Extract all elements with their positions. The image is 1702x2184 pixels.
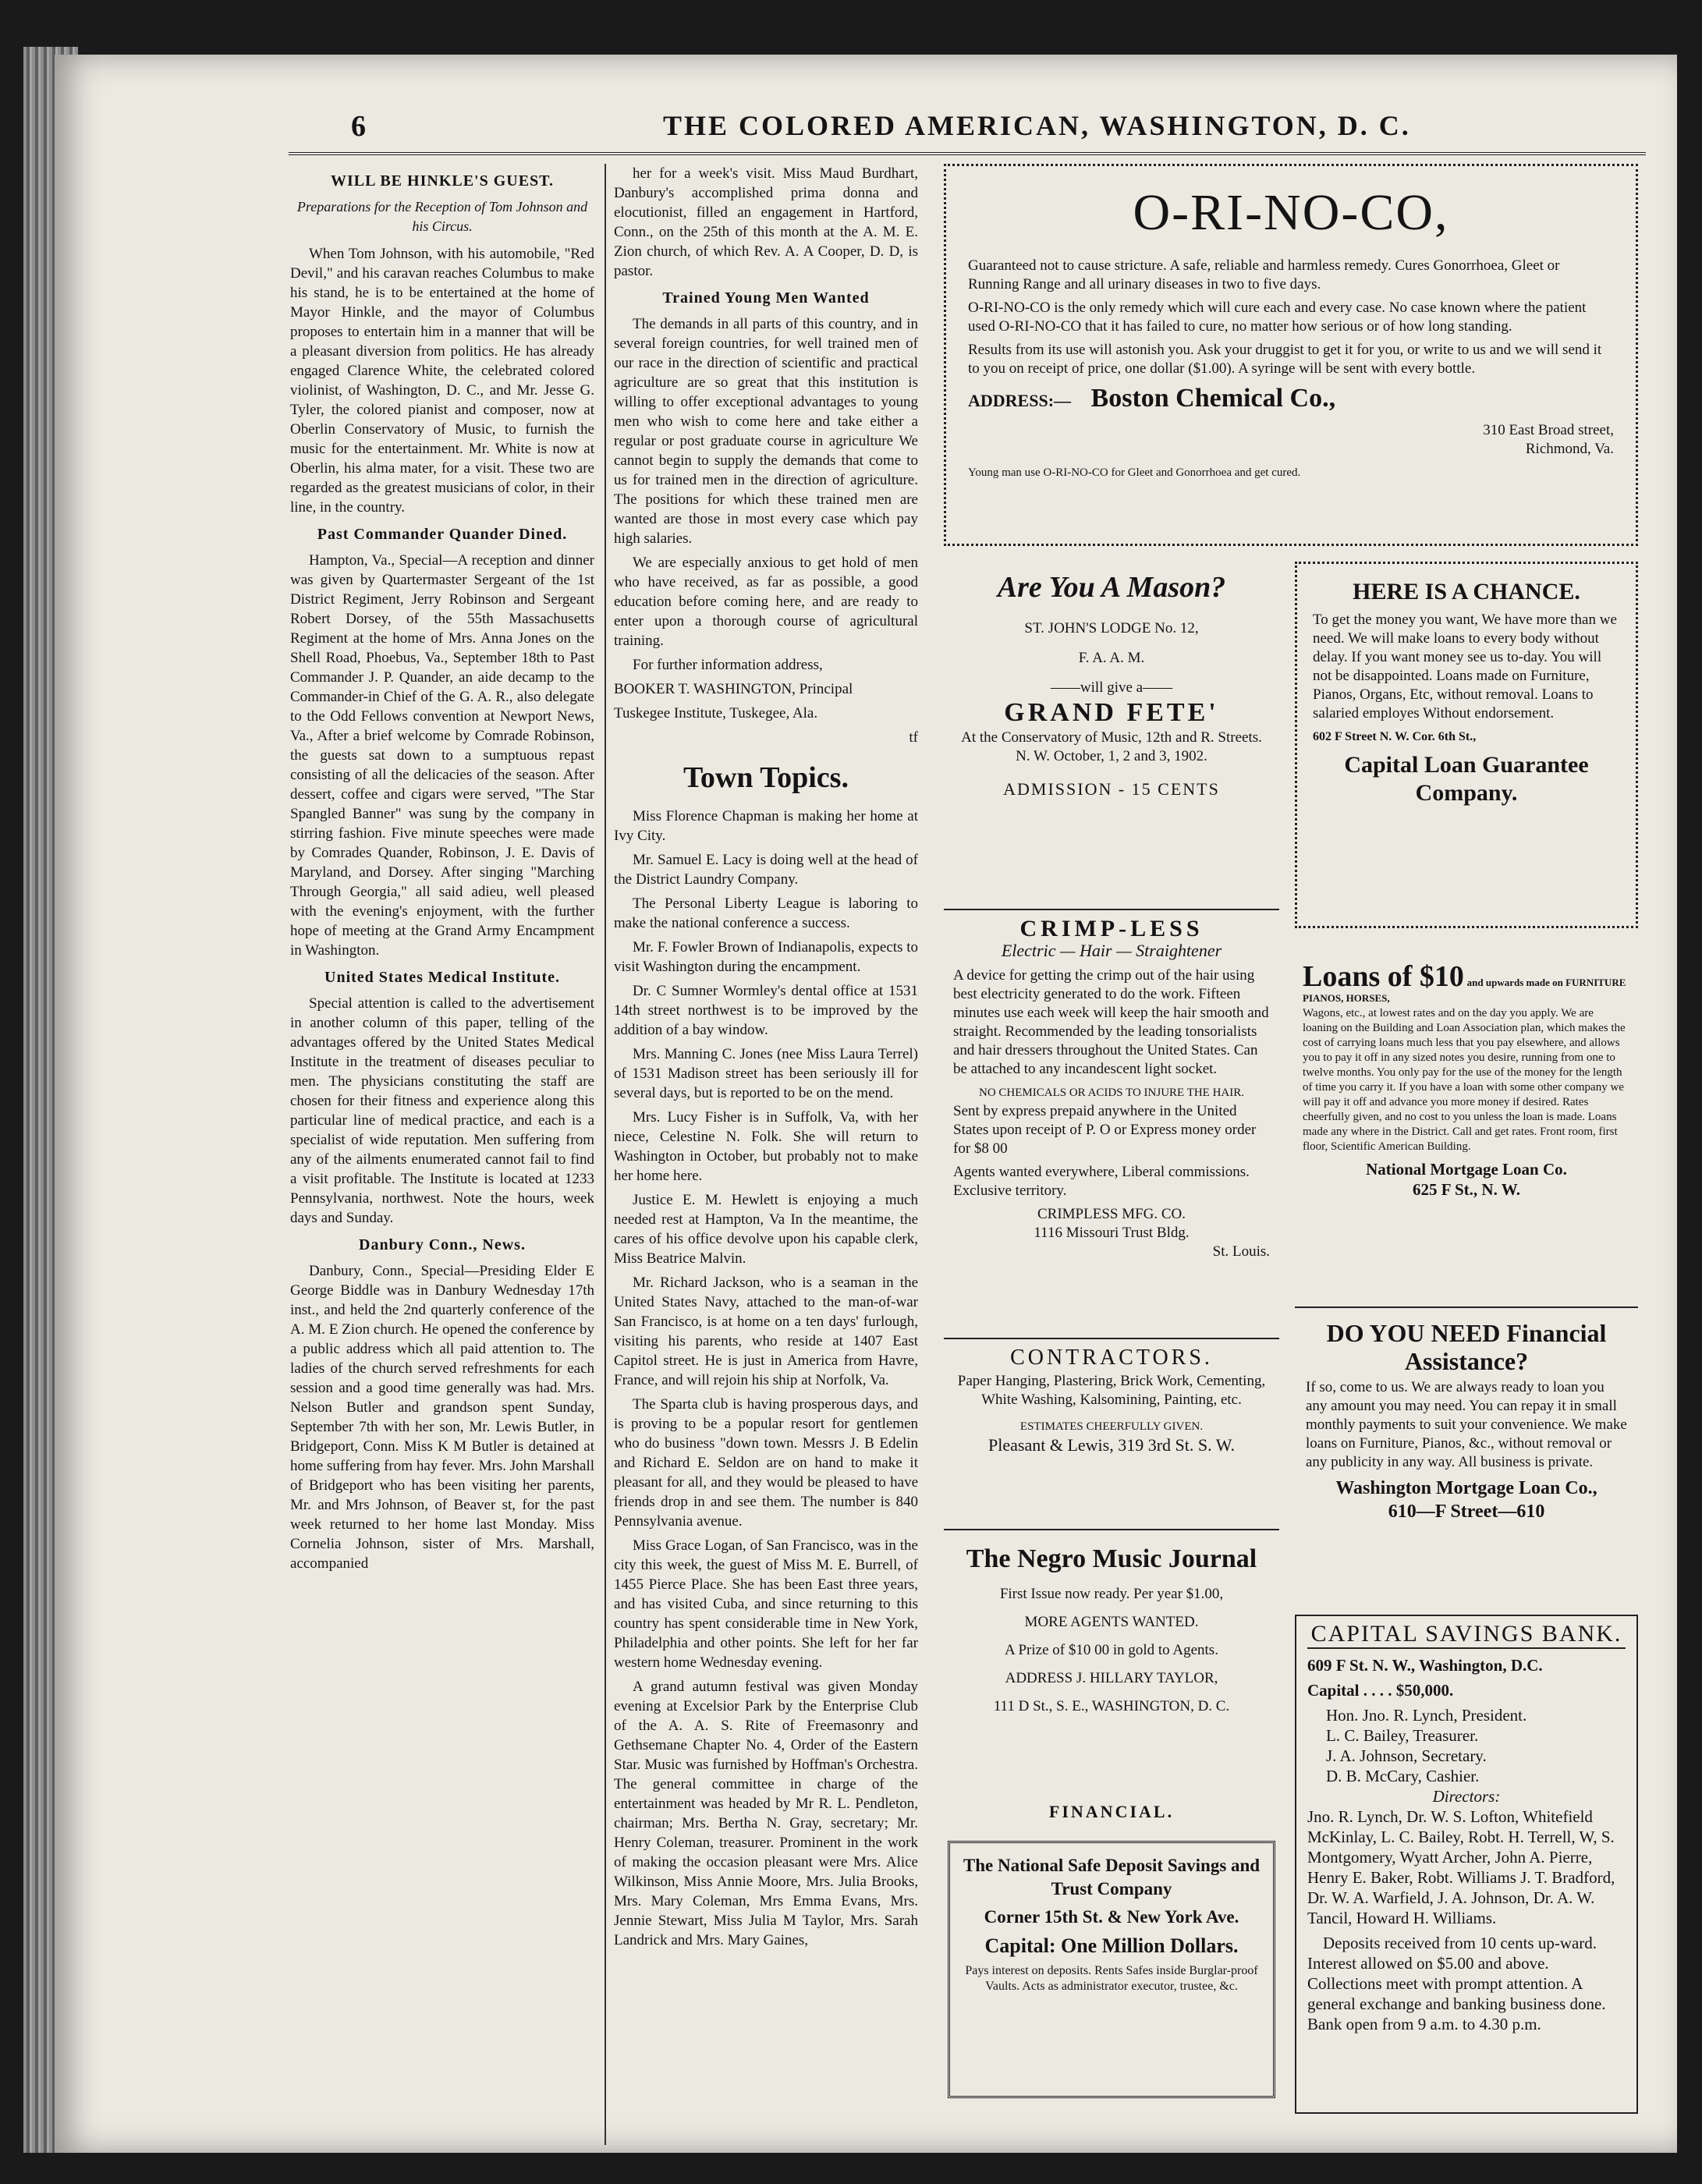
article-body: Danbury, Conn., Special—Presiding Elder E George Biddle was in Danbury Wednesday 17th inst., and held the 2nd quarterly conference of the A. M. E Zion church. He opened the conference by a public address which all paid attention to. The ladies of the church served refreshments for each session and a good time generally was had. Mrs. Nelson Butler and grandson spent Sunday, September 7th with her son, Mr. Lewis Butler, in Bridgeport, Conn. Miss K M Butler is detained at home suffering from hay fever. Mrs. John Marshall of Bridgeport who has been visiting her parents, Mr. and Mrs Johnson, of Beaver st, for the past week returned to her home last Monday. Miss Cornelia Johnson, sister of Mrs. Marshall, accompanied (290, 1263, 594, 1572)
article-title: United States Medical Institute. (324, 969, 560, 986)
ad-contractors (944, 1338, 1279, 1525)
ad-address: 1116 Missouri Trust Bldg. (1034, 1225, 1190, 1241)
ad-text: First Issue now ready. Per year $1.00, (999, 1586, 1224, 1602)
masthead-rule (289, 152, 1646, 155)
ad-company: Boston Chemical Co., (1090, 384, 1336, 413)
ad-company: Capital Loan Guarantee Company. (1344, 752, 1589, 806)
article-title: WILL BE HINKLE'S GUEST. (330, 172, 555, 190)
ad-capital-loan (1295, 562, 1638, 928)
ad-footnote: Young man use O-RI-NO-CO for Gleet and Gonorrhoea and get cured. (968, 466, 1301, 479)
news-item: A grand autumn festival was given Monday evening at Excelsior Park by the Enterprise Club of the A. A. S. Rite of Freemasonry and Gethsemane Chapter No. 4, Order of the Eastern Star. Music was furnished by Hoffman's Orchestra. The general committee in charge of the entertainment was headed by Mr R. L. Pendleton, chairman; Mrs. Bertha N. Gray, secretary; Mr. Henry Coleman, treasurer. Prominent in the work of making the occasion pleasant were Mrs. Alice Wilkinson, Miss Annie Moore, Mrs. Julia Brooks, Mrs. Mary Coleman, Mrs Emma Evans, Mrs. Jennie Stewart, Miss Julia M Taylor, Mrs. Sarah Landrick and Mrs. Mary Gaines, (614, 1679, 918, 1948)
news-item: Miss Grace Logan, of San Francisco, was in the city this week, the guest of Miss M. E. Burrell, of 1455 Pierce Place. She has been East three years, and has visited Cuba, and since returning to this country has spent considerable time in New York, Philadelphia and other points. She left for her far western home Wednesday evening. (614, 1537, 918, 1671)
ad-text: ADDRESS J. HILLARY TAYLOR, (1005, 1670, 1218, 1686)
ad-address: Corner 15th St. & New York Ave. (984, 1907, 1239, 1927)
article-mark: tf (909, 729, 918, 746)
bank-directors-label: Directors: (1432, 1787, 1501, 1806)
ad-address: 610—F Street—610 (1388, 1502, 1545, 1522)
ad-title: The Negro Music Journal (966, 1544, 1257, 1573)
article-title: Trained Young Men Wanted (662, 289, 870, 307)
ad-capital: Capital . . . . $50,000. (1307, 1681, 1454, 1700)
ad-header (1303, 963, 1630, 1006)
ad-text: NO CHEMICALS OR ACIDS TO INJURE THE HAIR. (978, 1087, 1245, 1099)
ad-title: O-RI-NO-CO, (1133, 184, 1449, 241)
ad-text: MORE AGENTS WANTED. (1024, 1614, 1199, 1630)
ad-title: CAPITAL SAVINGS BANK. (1307, 1624, 1626, 1649)
ad-national-mortgage (1295, 963, 1638, 1291)
news-item: The Sparta club is having prosperous days, and is proving to be a popular resort for gentlemen who do business "down town. Messrs J. B Edelin and Richard E. Seldon are on hand to make it pleasant for all, and they would be pleased to have friends drop in and see them. The number is 840 Pennsylvania avenue. (614, 1396, 918, 1530)
section-label-financial: FINANCIAL. (1048, 1802, 1175, 1821)
ad-title: The National Safe Deposit Savings and Trust Company (963, 1856, 1261, 1899)
bank-officer: L. C. Bailey, Treasurer. (1326, 1726, 1479, 1745)
column-2 (605, 164, 918, 2145)
bank-officer: D. B. McCary, Cashier. (1326, 1767, 1480, 1785)
article-body: Special attention is called to the advertisement in another column of this paper, telling of the advantages offered by the United States Medical Institute in the treatment of diseases peculiar to men. The physicians constituting the staff are chosen for their fitness and experience along this particular line of medical practice, and each is a specialist of wide reputation. Men suffering from any of the ailments enumerated cannot fail to find a visit profitable. The Institute is located at 1233 Pennsylvania, northwest. Note the hours, week days and Sunday. (290, 995, 594, 1226)
ad-text: Deposits received from 10 cents up-ward. Interest allowed on $5.00 and above. Collections meet with prompt attention. A general exchange and banking business done. Bank open from 9 a.m. to 4.30 p.m. (1307, 1934, 1606, 2033)
bank-officer: J. A. Johnson, Secretary. (1326, 1746, 1487, 1765)
news-item: Justice E. M. Hewlett is enjoying a much needed rest at Hampton, Va In the meantime, the cares of his office devolve upon his capable clerk, Miss Beatrice Malvin. (614, 1192, 918, 1267)
ad-street: 310 East Broad street, (1483, 422, 1614, 438)
ad-text: At the Conservatory of Music, 12th and R. Streets. N. W. October, 1, 2 and 3, 1902. (961, 729, 1262, 764)
ad-title: Are You A Mason? (997, 571, 1226, 604)
article-body: For further information address, (633, 657, 823, 673)
ad-text: Guaranteed not to cause stricture. A safe, reliable and harmless remedy. Cures Gonorrhoea, Gleet or Running Range and all urinary diseases in two to five days. (968, 257, 1560, 292)
ad-company: National Mortgage Loan Co. (1366, 1160, 1567, 1179)
ad-text: Pays interest on deposits. Rents Safes inside Burglar-proof Vaults. Acts as administrator executor, trustee, &c. (965, 1964, 1258, 1993)
ad-company: Washington Mortgage Loan Co., (1335, 1478, 1597, 1498)
ad-text: F. A. A. M. (1078, 650, 1145, 666)
ad-admission: ADMISSION - 15 CENTS (1003, 779, 1220, 799)
article-title: Danbury Conn., News. (359, 1236, 526, 1253)
ad-safe-deposit (948, 1841, 1275, 2098)
masthead (663, 109, 1702, 156)
ad-address-line (968, 383, 1614, 417)
ad-headline: GRAND FETE' (1004, 698, 1219, 727)
ad-orinoco (944, 164, 1638, 546)
ad-text: ESTIMATES CHEERFULLY GIVEN. (1019, 1420, 1204, 1433)
article-signature: BOOKER T. WASHINGTON, Principal (614, 681, 853, 697)
article-signature: Tuskegee Institute, Tuskegee, Ala. (614, 705, 818, 722)
bank-directors: Jno. R. Lynch, Dr. W. S. Lofton, Whitefield McKinlay, L. C. Bailey, Robt. H. Terrell, W, S. Montgomery, Wyatt Archer, John A. Pierre, Henry E. Baker, Robt. Williams J. T. Bradford, Dr. W. A. Warfield, J. A. Johnson, Dr. A. W. Tancil, Howard H. Williams. (1307, 1807, 1615, 1927)
article-subtitle: Preparations for the Reception of Tom Johnson and his Circus. (296, 199, 588, 234)
ad-title: HERE IS A CHANCE. (1353, 579, 1580, 604)
ad-address: 609 F St. N. W., Washington, D.C. (1307, 1656, 1543, 1675)
ad-text: 111 D St., S. E., WASHINGTON, D. C. (993, 1698, 1230, 1714)
ad-text: Paper Hanging, Plastering, Brick Work, Cementing, White Washing, Kalsomining, Painting, etc. (957, 1373, 1266, 1408)
ad-title: Loans of $10 (1303, 963, 1464, 993)
ad-company: Pleasant & Lewis, 319 3rd St. S. W. (988, 1435, 1235, 1455)
bank-officer: Hon. Jno. R. Lynch, President. (1326, 1706, 1527, 1725)
news-item: Dr. C Sumner Wormley's dental office at 1531 14th street northwest is to be improved by the addition of a bay window. (614, 983, 918, 1038)
ad-company: CRIMPLESS MFG. CO. (1037, 1206, 1186, 1222)
masthead-title: THE COLORED AMERICAN, WASHINGTON, D. C. (663, 110, 1411, 141)
ad-address: 602 F Street N. W. Cor. 6th St., (1313, 730, 1477, 743)
ad-text: ——will give a—— (1050, 679, 1173, 696)
ad-mason (944, 562, 1279, 905)
ad-address: 625 F St., N. W. (1412, 1180, 1521, 1199)
ad-address-label: ADDRESS:— (968, 391, 1072, 410)
ad-text: To get the money you want, We have more than we need. We will make loans to every body without delay. If you want money see us to-day. You will not be disappointed. Loans made on Furniture, Pianos, Organs, Etc, without removal. Loans to salaried employes Without endorsement. (1313, 612, 1617, 722)
ad-tagline: and upwards made on FURNITURE PIANOS, HORSES, (1303, 977, 1626, 1004)
ad-city: St. Louis. (1212, 1243, 1270, 1260)
page-number: 6 (351, 110, 366, 143)
ad-capital: Capital: One Million Dollars. (984, 1934, 1239, 1957)
ad-music-journal (944, 1529, 1279, 1794)
ad-text: If so, come to us. We are always ready to loan you any amount you may need. You can repay it in small monthly payments to suit your convenience. We make loans on Furniture, Pianos, &c., without removal or any publicity in any way. All business is private. (1306, 1379, 1627, 1470)
article-title: Past Commander Quander Dined. (317, 526, 568, 543)
ad-title: DO YOU NEED Financial Assistance? (1326, 1319, 1607, 1375)
article-body: When Tom Johnson, with his automobile, "Red Devil," and his caravan reaches Columbus to make his stand, he is to be entertained at the home of Mayor Hinkle, and the mayor of Columbus proposes to entertain him in a manner that will be a pleasant diversion from politics. He has already engaged Clarence White, the celebrated colored violinist, of Washington, D. C., and Mr. Jesse G. Tyler, the colored pianist and composer, now at Oberlin Conservatory of Music, to furnish the music for the entertainment. Mr. White is now at Oberlin, his alma mater, for a visit. These two are regarded as the greatest musicians of color, in their line, in the country. (290, 246, 594, 516)
ad-city: Richmond, Va. (1525, 441, 1614, 457)
ad-capital-savings-bank (1295, 1615, 1638, 2114)
ad-text: A device for getting the crimp out of the hair using best electricity generated to do the work. Fifteen minutes use each week will keep the hair smooth and straight. Recommended by the leading tonsorialists and hair dressers throughout the United States. Can be attached to any incandescent light socket. (953, 967, 1269, 1077)
news-item: Mrs. Manning C. Jones (nee Miss Laura Terrel) of 1531 Madison street has been seriously ill for several days, but is reported to be on the mend. (614, 1046, 918, 1101)
ad-text: Sent by express prepaid anywhere in the United States upon receipt of P. O or Express money order for $8 00 (953, 1103, 1257, 1157)
ad-text: Agents wanted everywhere, Liberal commissions. Exclusive territory. (953, 1164, 1250, 1199)
news-item: Miss Florence Chapman is making her home at Ivy City. (614, 808, 918, 844)
article-body: The demands in all parts of this country, and in several foreign countries, for well trained men of our race in the direction of scientific and practical agriculture are so great that this institution is willing to offer exceptional advantages to young men who wish to come here and take either a regular or post graduate course in agriculture We cannot begin to supply the demands that come to us for trained men in the direction of agriculture. The positions for which these trained men are wanted are those in most every case which pay high salaries. (614, 316, 918, 547)
ad-text: ST. JOHN'S LODGE No. 12, (1024, 620, 1199, 636)
article-body: We are especially anxious to get hold of men who have received, as far as possible, a good education before coming here, and are ready to enter upon a thorough course of agricultural training. (614, 555, 918, 649)
news-item: The Personal Liberty League is laboring to make the national conference a success. (614, 895, 918, 931)
article-body: Hampton, Va., Special—A reception and dinner was given by Quartermaster Sergeant of the 1st District Regiment, Jerry Robinson and Sergeant Robert Dorsey, of the 55th Massachusetts Regiment at the home of Mrs. Anna Jones on the Shell Road, Phoebus, Va., September 18th to Past Commander J. P. Quander, an aide decamp to the Commander-in Chief of the G. A. R., also delegate to the Odd Fellows convention at Newport News, Va., After a brief welcome by Comrade Robinson, the guests sat down to a sumptuous repast consisting of all the delicacies of the season. After dessert, coffee and cigars were served, "The Star Spangled Banner" was sung by the company in stirring fashion. Five minute speeches were made by Comrades Quander, Robinson, J. E. Davis of Maryland, and Dorsey. After singing "Marching Through Georgia," all said adieu, well pleased with the evening's enjoyment, with the further hope of meeting at the Grand Army Encampment in Washington. (290, 552, 594, 959)
column-1 (290, 164, 594, 2145)
ad-title: CONTRACTORS. (1010, 1346, 1213, 1370)
ad-title: CRIMP-LESS (1019, 916, 1204, 941)
section-title: Town Topics. (683, 761, 849, 794)
ad-crimpless (944, 909, 1279, 1330)
article-continuation: her for a week's visit. Miss Maud Burdhart, Danbury's accomplished prima donna and elocutionist, filled an engagement in Hartford, Conn., on the 25th of this month at the A. M. E. Zion church, of which Rev. A. A Cooper, D. D, is pastor. (614, 165, 918, 279)
news-item: Mr. F. Fowler Brown of Indianapolis, expects to visit Washington during the encampment. (614, 939, 918, 975)
ad-text: O-RI-NO-CO is the only remedy which will cure each and every case. No case known where the patient used O-RI-NO-CO that it has failed to cure, no matter how serious or of how long standing. (968, 300, 1587, 335)
ad-subtitle: Electric — Hair — Straightener (1001, 941, 1222, 960)
ad-text: Wagons, etc., at lowest rates and on the day you apply. We are loaning on the Building and Loan Association plan, which makes the cost of carrying loans much less that you pay elsewhere, and allows you to pay it off in any sized notes you desire, running from one to twelve months. You only pay for the use of the money for the length of time you carry it. If you have a loan with some other company we will pay it off and advance you more money if desired. Rates cheerfully given, and no cost to you unless the loan is made. Loans made any where in the District. Call and get rates. Front room, first floor, Scientific American Building. (1303, 1007, 1626, 1153)
ad-text: A Prize of $10 00 in gold to Agents. (1005, 1642, 1218, 1658)
ad-text: Results from its use will astonish you. Ask your druggist to get it for you, or write to us and we will send it to you on receipt of price, one dollar ($1.00). A syringe will be sent with every bottle. (968, 342, 1602, 377)
news-item: Mrs. Lucy Fisher is in Suffolk, Va, with her niece, Celestine N. Folk. She will return to Washington in October, but probably not to make her home here. (614, 1109, 918, 1184)
news-item: Mr. Richard Jackson, who is a seaman in the United States Navy, attached to the man-of-war San Francisco, is at home on a ten days' furlough, visiting his parents, who reside at 1407 East Capitol street. He is just in America from Havre, France, and will rejoin his ship at Norfolk, Va. (614, 1275, 918, 1388)
news-item: Mr. Samuel E. Lacy is doing well at the head of the District Laundry Company. (614, 852, 918, 888)
ad-washington-mortgage (1295, 1306, 1638, 1603)
